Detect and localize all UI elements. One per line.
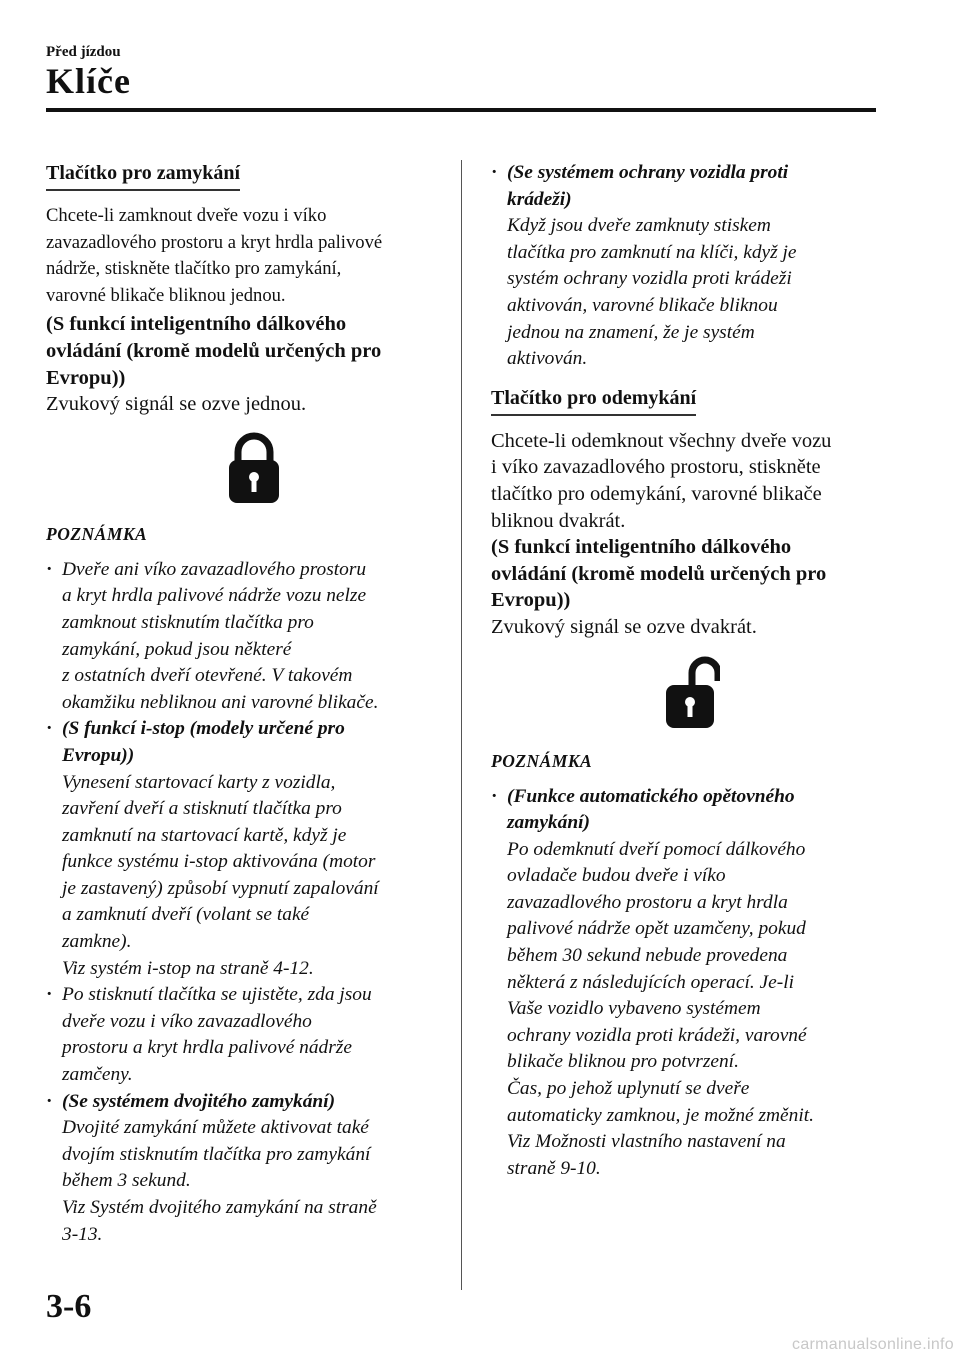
note-title-line: krádeži) [507, 188, 572, 210]
note-line: Po odemknutí dveří pomocí dálkového [507, 838, 806, 860]
note-line: Vynesení startovací karty z vozidla, [62, 771, 336, 793]
note-line: zavření dveří a stisknutí tlačítka pro [62, 798, 342, 820]
lock-keyless-heading-line: (S funkcí inteligentního dálkového [46, 313, 347, 336]
note-line: z ostatních dveří otevřené. V takovém [62, 665, 353, 687]
note-line: okamžiku nebliknou ani varovné blikače. [62, 691, 379, 713]
header-section-label: Před jízdou [46, 44, 121, 60]
left-notes-list [46, 557, 442, 1248]
list-item [46, 1089, 442, 1249]
note-line: jednou na znamení, že je systém [507, 321, 755, 343]
note-line: zamčeny. [62, 1064, 133, 1086]
note-line: straně 9-10. [507, 1157, 601, 1179]
note-line: Čas, po jehož uplynutí se dveře [507, 1078, 750, 1100]
note-label: POZNÁMKA [46, 523, 148, 544]
unlock-intro-paragraph [491, 428, 881, 534]
note-line: během 3 sekund. [62, 1170, 191, 1192]
lock-intro-line: nádrže, stiskněte tlačítko pro zamykání, [46, 258, 342, 280]
note-line: prostoru a kryt hrdla palivové nádrže [62, 1037, 352, 1059]
note-title-line: · (S funkcí i-stop (modely určené pro [62, 718, 345, 740]
watermark: carmanualsonline.info [792, 1336, 954, 1353]
page-title: Klíče [46, 61, 131, 101]
column-divider [461, 160, 462, 1290]
note-line: funkce systému i-stop aktivována (motor [62, 851, 376, 873]
note-line: dveře vozu i víko zavazadlového [62, 1010, 312, 1032]
note-line: Dvojité zamykání můžete aktivovat také [62, 1117, 369, 1139]
note-line: zamykání, pokud jsou některé [62, 638, 292, 660]
list-item [46, 557, 442, 717]
note-line: některá z následujících operací. Je-li [507, 971, 794, 993]
list-item [491, 160, 881, 373]
lock-signal-text: Zvukový signál se ozve jednou. [46, 393, 307, 416]
note-line: zamknutí na startovací kartě, když je [62, 824, 347, 846]
lock-intro-line: zavazadlového prostoru a kryt hrdla palivové [46, 231, 383, 253]
lock-intro-line: Chcete-li zamknout dveře vozu i víko [46, 205, 327, 226]
note-title-line: · (Se systémem dvojitého zamykání) [62, 1090, 336, 1112]
note-line: zamkne). [62, 931, 132, 953]
lock-intro-line: varovné blikače bliknou jednou. [46, 284, 286, 306]
page-number: 3-6 [46, 1288, 92, 1325]
note-line: aktivován, varovné blikače bliknou [507, 294, 778, 316]
note-line: · Po stisknutí tlačítka se ujistěte, zda jsou [62, 984, 372, 1006]
unlock-intro-line: Chcete-li odemknout všechny dveře vozu [491, 429, 832, 452]
note-line: systém ochrany vozidla proti krádeži [507, 268, 792, 290]
note-title-line: zamykání) [507, 812, 590, 834]
right-notes-list [491, 784, 881, 1183]
note-line: tlačítka pro zamknutí na klíči, když je [507, 241, 797, 263]
note-title-line: · (Funkce automatického opětovného [507, 785, 795, 807]
note-line: palivové nádrže opět uzamčeny, pokud [507, 918, 806, 940]
note-line: a zamknutí dveří (volant se také [62, 904, 310, 926]
note-line: Viz systém i-stop na straně 4-12. [62, 957, 314, 979]
unlock-keyless-heading-line: ovládání (kromě modelů určených pro [491, 562, 827, 585]
note-line: Viz Systém dvojitého zamykání na straně [62, 1197, 377, 1218]
note-line: Vaše vozidlo vybaveno systémem [507, 998, 761, 1020]
unlock-keyless-heading-line: (S funkcí inteligentního dálkového [491, 536, 792, 559]
unlock-keyless-heading [491, 534, 881, 614]
note-line: zamknout stisknutím tlačítka pro [62, 611, 314, 633]
note-title-line: · (Se systémem ochrany vozidla proti [507, 162, 789, 183]
header-rule [46, 108, 876, 112]
unlock-section-title: Tlačítko pro odemykání [491, 387, 696, 416]
left-column [46, 160, 442, 1248]
note-label: POZNÁMKA [491, 750, 593, 771]
note-line: zavazadlového prostoru a kryt hrdla [507, 891, 788, 913]
list-item [46, 716, 442, 982]
unlock-intro-line: tlačítko pro odemykání, varovné blikače [491, 482, 822, 505]
note-line: automaticky zamknou, je možné změnit. [507, 1104, 814, 1126]
note-line: dvojím stisknutím tlačítka pro zamykání [62, 1143, 371, 1165]
note-line: je zastavený) způsobí vypnutí zapalování [62, 877, 379, 899]
note-line: a kryt hrdla palivové nádrže vozu nelze [62, 585, 367, 607]
note-line: Viz Možnosti vlastního nastavení na [507, 1131, 786, 1153]
lock-open-icon [503, 655, 881, 729]
list-item [491, 784, 881, 1183]
note-line: aktivován. [507, 348, 588, 370]
note-title-line: Evropu)) [62, 744, 135, 766]
lock-closed-icon [66, 432, 442, 504]
note-line: blikače bliknou pro potvrzení. [507, 1051, 739, 1073]
list-item [46, 982, 442, 1088]
note-line: ochrany vozidla proti krádeži, varovné [507, 1024, 807, 1046]
unlock-intro-line: i víko zavazadlového prostoru, stiskněte [491, 456, 821, 479]
note-line: ovladače budou dveře i víko [507, 865, 726, 887]
note-line: · Dveře ani víko zavazadlového prostoru [62, 558, 367, 580]
note-line: 3-13. [62, 1223, 103, 1245]
lock-keyless-heading [46, 311, 442, 391]
unlock-intro-line: bliknou dvakrát. [491, 509, 626, 532]
lock-intro-paragraph [46, 203, 442, 309]
unlock-keyless-heading-line: Evropu)) [491, 589, 571, 612]
note-line: Když jsou dveře zamknuty stiskem [507, 215, 771, 237]
lock-keyless-heading-line: ovládání (kromě modelů určených pro [46, 339, 382, 362]
lock-section-title: Tlačítko pro zamykání [46, 162, 240, 191]
note-line: během 30 sekund nebude provedena [507, 945, 788, 967]
right-column [491, 160, 881, 1182]
right-top-notes-list [491, 160, 881, 373]
unlock-signal-text: Zvukový signál se ozve dvakrát. [491, 615, 757, 638]
lock-keyless-heading-line: Evropu)) [46, 366, 126, 389]
